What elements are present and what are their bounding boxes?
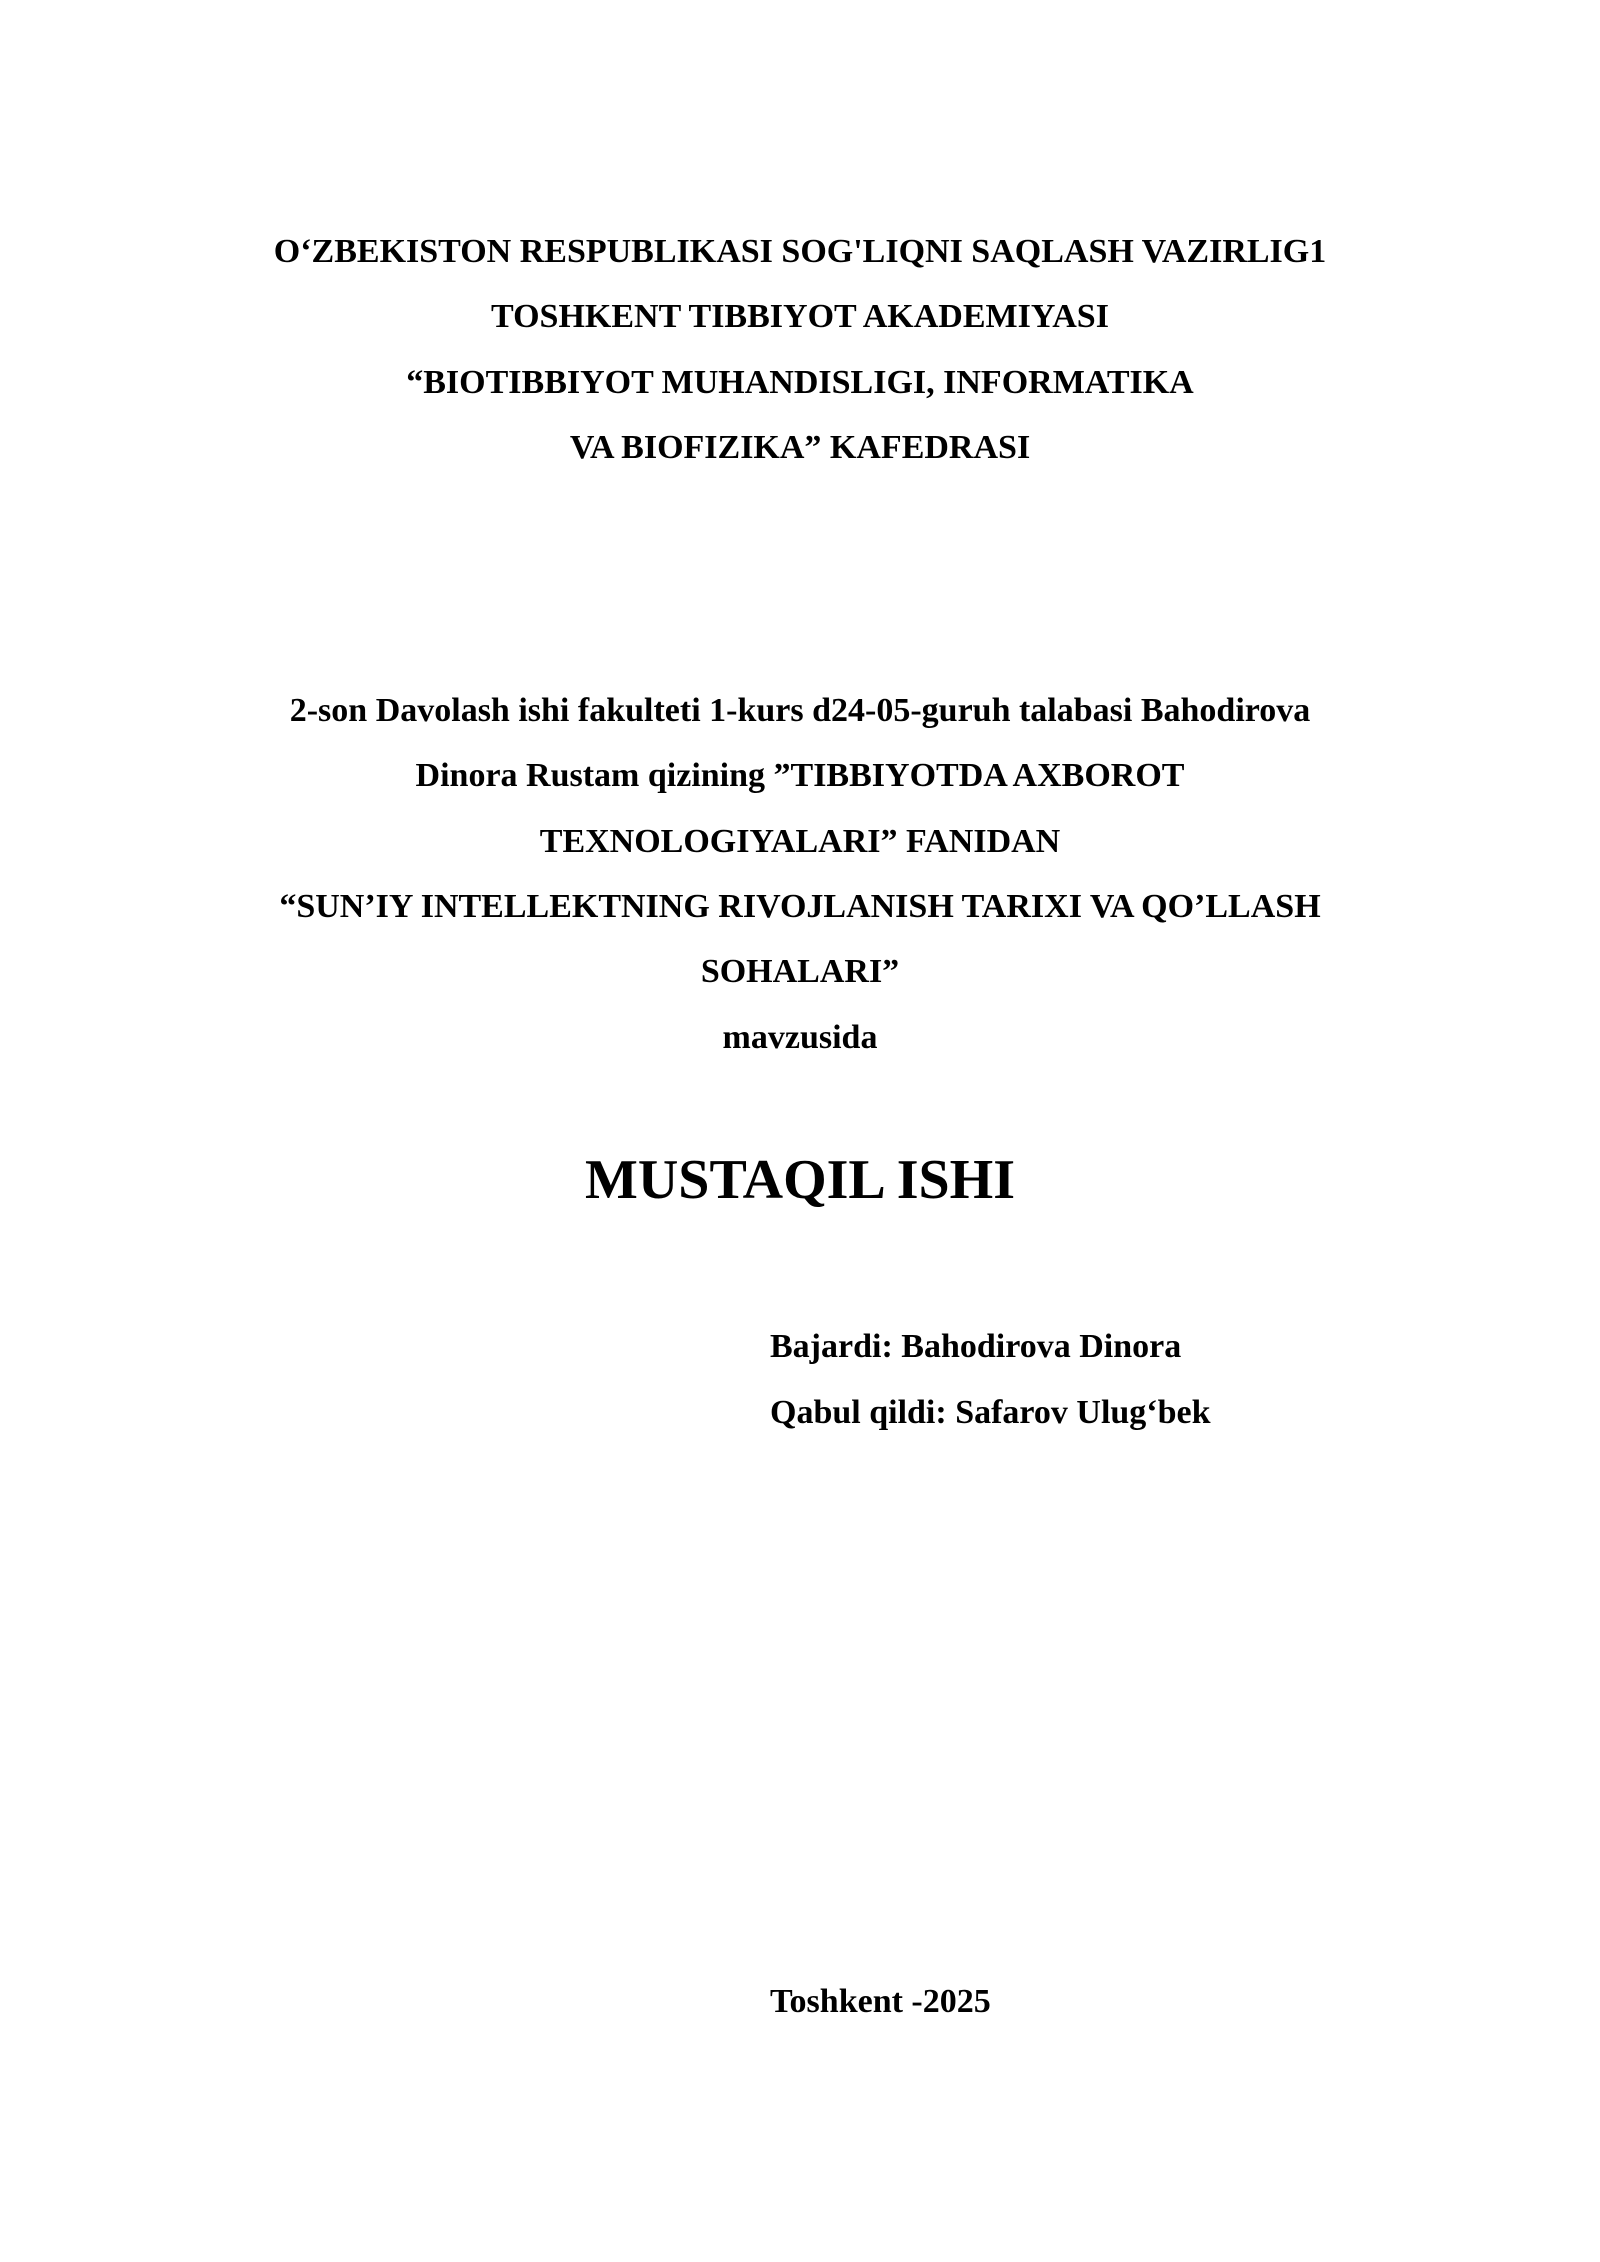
page-title: MUSTAQIL ISHI	[585, 1149, 1015, 1211]
performed-by: Bajardi: Bahodirova Dinora	[770, 1328, 1182, 1365]
place-year: Toshkent -2025	[770, 1983, 991, 2020]
topic-suffix: mavzusida	[722, 1019, 878, 1056]
ministry-line: O‘ZBEKISTON RESPUBLIKASI SOG'LIQNI SAQLASH VAZIRLIG1	[273, 233, 1327, 270]
academy-line: TOSHKENT TIBBIYOT AKADEMIYASI	[491, 298, 1109, 335]
description-line-2: Dinora Rustam qizining ”TIBBIYOTDA AXBOROT	[415, 757, 1185, 794]
topic-line-1: “SUN’IY INTELLEKTNING RIVOJLANISH TARIXI VA QO’LLASH	[279, 888, 1321, 925]
department-line-1: “BIOTIBBIYOT MUHANDISLIGI, INFORMATIKA	[406, 364, 1194, 401]
description-line-3: TEXNOLOGIYALARI” FANIDAN	[539, 823, 1061, 860]
topic-line-2: SOHALARI”	[700, 953, 900, 990]
accepted-by: Qabul qildi: Safarov Ulug‘bek	[770, 1394, 1211, 1431]
description-line-1: 2-son Davolash ishi fakulteti 1-kurs d24-05-guruh talabasi Bahodirova	[289, 692, 1311, 729]
department-line-2: VA BIOFIZIKA” KAFEDRASI	[569, 429, 1031, 466]
